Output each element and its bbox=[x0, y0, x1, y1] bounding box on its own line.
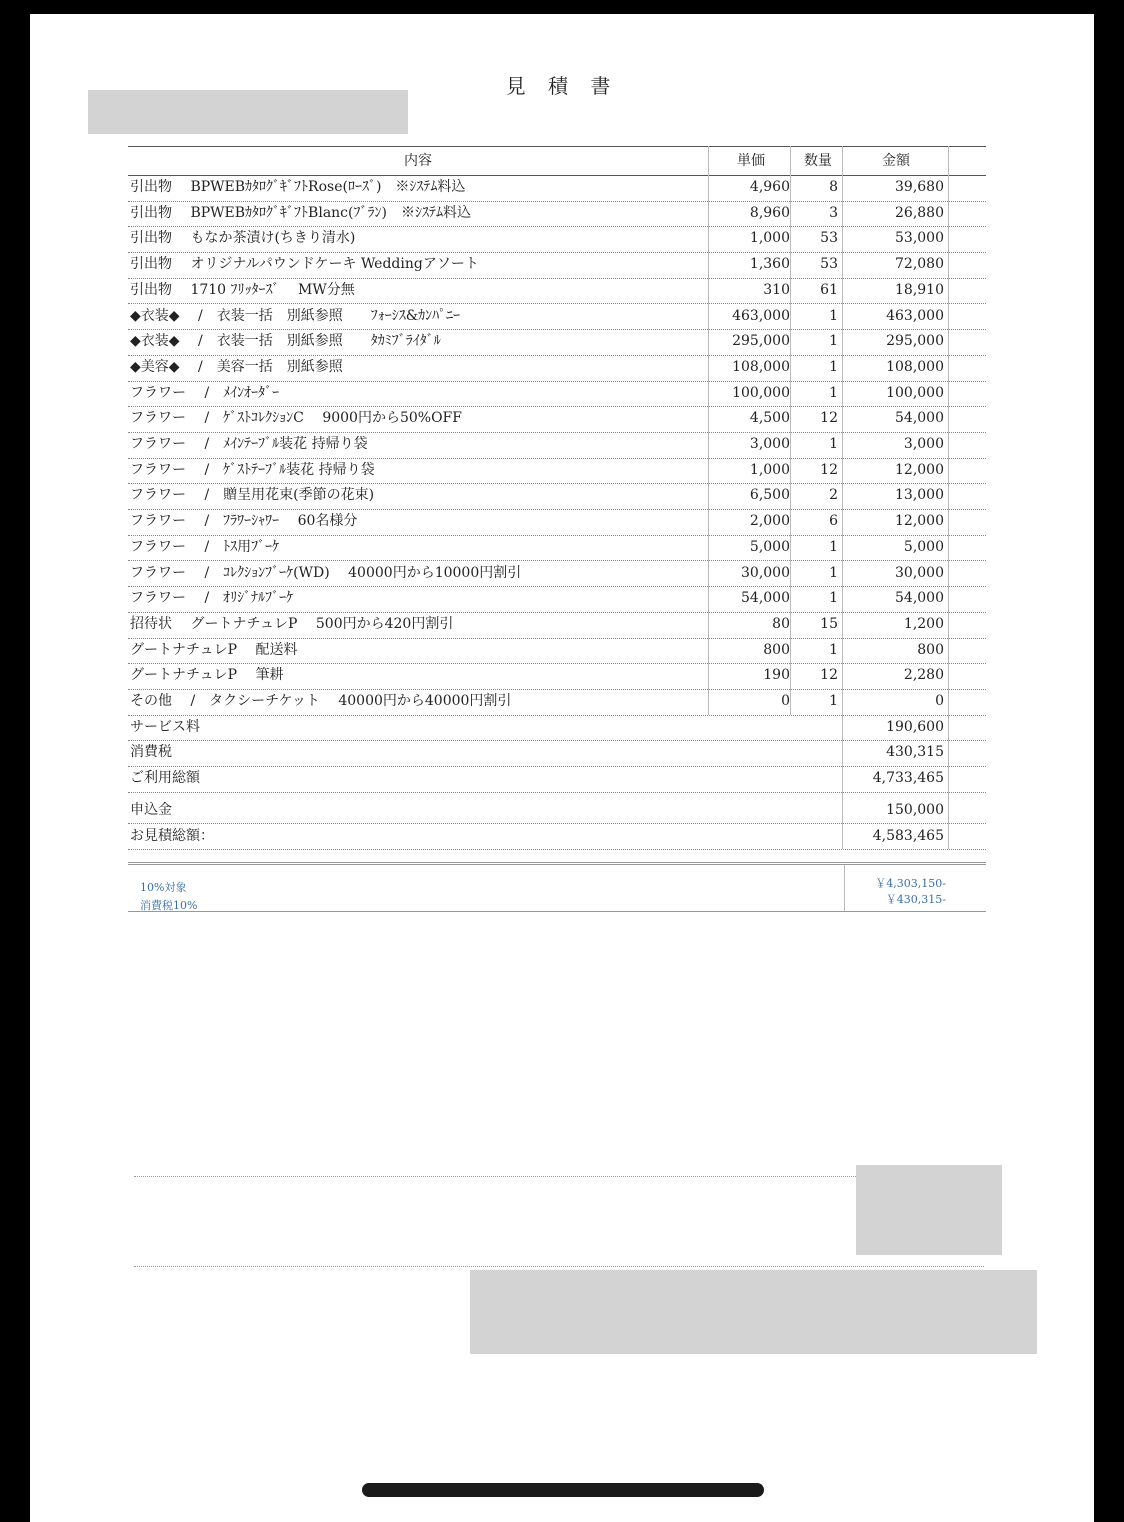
row-unit-price: 2,000 bbox=[749, 513, 790, 530]
row-desc: フラワー / ﾒｲﾝｵｰﾀﾞｰ bbox=[130, 384, 280, 401]
table-row bbox=[128, 329, 986, 356]
table-row bbox=[128, 561, 986, 588]
row-amount: 800 bbox=[917, 641, 944, 658]
row-unit-price: 3,000 bbox=[749, 436, 790, 452]
row-amount: 108,000 bbox=[886, 358, 944, 375]
table-row bbox=[128, 535, 986, 562]
table-row bbox=[128, 406, 986, 433]
row-quantity: 1 bbox=[829, 436, 838, 452]
row-unit-price: 108,000 bbox=[732, 358, 790, 375]
row-quantity: 53 bbox=[820, 256, 838, 273]
header-unit-price: 単価 bbox=[737, 153, 765, 169]
row-desc: 引出物 BPWEBｶﾀﾛｸﾞｷﾞﾌﾄRose(ﾛｰｽﾞ) ※ｼｽﾃﾑ料込 bbox=[130, 179, 466, 195]
row-amount: 1,200 bbox=[903, 615, 944, 632]
row-unit-price: 1,360 bbox=[749, 256, 790, 273]
row-quantity: 1 bbox=[829, 384, 838, 401]
table-row bbox=[128, 432, 986, 459]
row-amount: 2,280 bbox=[903, 667, 944, 684]
row-unit-price: 190 bbox=[763, 667, 790, 684]
header-quantity: 数量 bbox=[804, 153, 832, 169]
row-unit-price: 4,960 bbox=[749, 179, 790, 195]
row-desc: ◆美容◆ / 美容一括 別紙参照 bbox=[130, 358, 343, 375]
row-quantity: 12 bbox=[820, 667, 838, 684]
row-amount: 12,000 bbox=[895, 461, 944, 478]
table-row bbox=[128, 663, 986, 690]
row-desc: フラワー / ｺﾚｸｼｮﾝﾌﾞｰｹ(WD) 40000円から10000円割引 bbox=[130, 564, 522, 581]
row-unit-price: 1,000 bbox=[749, 230, 790, 247]
table-row bbox=[128, 586, 986, 613]
row-amount: 26,880 bbox=[895, 204, 944, 221]
summary-label: サービス料 bbox=[130, 718, 200, 735]
row-unit-price: 310 bbox=[763, 281, 790, 298]
table-row bbox=[128, 612, 986, 639]
row-amount: 30,000 bbox=[895, 564, 944, 581]
row-unit-price: 295,000 bbox=[732, 333, 790, 350]
table-row bbox=[128, 252, 986, 279]
row-desc: 引出物 1710 ﾌﾘｯﾀｰｽﾞ MW分無 bbox=[130, 281, 355, 298]
row-amount: 54,000 bbox=[895, 590, 944, 607]
row-unit-price: 30,000 bbox=[741, 564, 790, 581]
table-row bbox=[128, 355, 986, 382]
tax-value-tax: ￥430,315- bbox=[885, 893, 946, 906]
row-unit-price: 800 bbox=[763, 641, 790, 658]
row-desc: 引出物 もなか茶漬け(ちきり清水) bbox=[130, 230, 356, 247]
row-quantity: 1 bbox=[829, 307, 838, 324]
table-row bbox=[128, 304, 986, 331]
row-desc: グートナチュレP 配送料 bbox=[130, 641, 298, 658]
tax-divider bbox=[844, 865, 845, 911]
row-amount: 463,000 bbox=[886, 307, 944, 324]
row-desc: 招待状 グートナチュレP 500円から420円割引 bbox=[130, 615, 454, 632]
row-quantity: 1 bbox=[829, 641, 838, 658]
signature-line-1 bbox=[134, 1176, 856, 1177]
table-row bbox=[128, 381, 986, 408]
row-quantity: 1 bbox=[829, 333, 838, 350]
signature-line-2 bbox=[134, 1266, 984, 1267]
summary-label: お見積総額： bbox=[130, 827, 214, 844]
row-unit-price: 80 bbox=[772, 615, 790, 632]
row-desc: ◆衣装◆ / 衣装一括 別紙参照 ﾌｫｰｼｽ&ｶﾝﾊﾟﾆｰ bbox=[130, 307, 461, 324]
redacted-block-recipient bbox=[88, 90, 408, 134]
column-divider bbox=[708, 146, 709, 715]
row-amount: 13,000 bbox=[895, 487, 944, 504]
redacted-block-company bbox=[470, 1270, 1037, 1354]
row-quantity: 53 bbox=[820, 230, 838, 247]
row-quantity: 1 bbox=[829, 358, 838, 375]
row-quantity: 2 bbox=[829, 487, 838, 504]
row-amount: 0 bbox=[935, 693, 944, 709]
row-amount: 18,910 bbox=[895, 281, 944, 298]
table-header bbox=[128, 146, 986, 176]
row-desc: フラワー / ﾒｲﾝﾃｰﾌﾞﾙ装花 持帰り袋 bbox=[130, 436, 368, 452]
table-row bbox=[128, 201, 986, 228]
redacted-block-stamp bbox=[856, 1165, 1002, 1255]
row-unit-price: 463,000 bbox=[732, 307, 790, 324]
row-quantity: 61 bbox=[820, 281, 838, 298]
row-quantity: 15 bbox=[820, 615, 838, 632]
row-unit-price: 5,000 bbox=[749, 538, 790, 555]
table-row bbox=[128, 483, 986, 510]
row-desc: グートナチュレP 筆耕 bbox=[130, 667, 284, 684]
summary-row bbox=[128, 766, 986, 793]
row-amount: 39,680 bbox=[895, 179, 944, 195]
summary-row bbox=[128, 824, 986, 851]
row-quantity: 1 bbox=[829, 564, 838, 581]
row-quantity: 1 bbox=[829, 693, 838, 709]
row-desc: その他 / タクシーチケット 40000円から40000円割引 bbox=[130, 693, 512, 709]
row-amount: 5,000 bbox=[903, 538, 944, 555]
row-unit-price: 54,000 bbox=[741, 590, 790, 607]
row-quantity: 12 bbox=[820, 410, 838, 427]
row-desc: フラワー / 贈呈用花束(季節の花束) bbox=[130, 487, 375, 504]
header-amount: 金額 bbox=[882, 153, 910, 169]
summary-amount: 150,000 bbox=[886, 801, 944, 818]
summary-row bbox=[128, 715, 986, 742]
column-divider bbox=[842, 146, 843, 849]
column-divider bbox=[790, 146, 791, 715]
table-row bbox=[128, 458, 986, 485]
row-unit-price: 8,960 bbox=[749, 204, 790, 221]
row-unit-price: 100,000 bbox=[732, 384, 790, 401]
table-row bbox=[128, 689, 986, 716]
summary-amount: 4,583,465 bbox=[872, 827, 944, 844]
row-quantity: 8 bbox=[829, 179, 838, 195]
row-amount: 295,000 bbox=[886, 333, 944, 350]
row-desc: フラワー / ｹﾞｽﾄﾃｰﾌﾞﾙ装花 持帰り袋 bbox=[130, 461, 375, 478]
column-divider bbox=[948, 146, 949, 849]
document-title: 見 積 書 bbox=[505, 74, 619, 98]
summary-amount: 430,315 bbox=[886, 744, 944, 761]
row-desc: 引出物 オリジナルパウンドケーキ Weddingアソート bbox=[130, 256, 479, 273]
summary-label: 消費税 bbox=[130, 744, 172, 761]
table-row bbox=[128, 638, 986, 665]
home-indicator[interactable] bbox=[362, 1483, 764, 1497]
row-amount: 53,000 bbox=[895, 230, 944, 247]
row-unit-price: 1,000 bbox=[749, 461, 790, 478]
row-amount: 100,000 bbox=[886, 384, 944, 401]
table-row bbox=[128, 226, 986, 253]
row-desc: フラワー / ｹﾞｽﾄｺﾚｸｼｮﾝC 9000円から50%OFF bbox=[130, 410, 462, 427]
row-unit-price: 0 bbox=[781, 693, 790, 709]
row-amount: 12,000 bbox=[895, 513, 944, 530]
row-desc: 引出物 BPWEBｶﾀﾛｸﾞｷﾞﾌﾄBlanc(ﾌﾞﾗﾝ) ※ｼｽﾃﾑ料込 bbox=[130, 204, 471, 221]
tax-label-taxable: 10%対象 bbox=[140, 881, 187, 894]
tax-value-taxable: ￥4,303,150- bbox=[875, 877, 946, 890]
tax-label-tax: 消費税10% bbox=[140, 899, 198, 912]
summary-row bbox=[128, 798, 986, 825]
summary-amount: 4,733,465 bbox=[872, 770, 944, 787]
table-row bbox=[128, 278, 986, 305]
row-amount: 54,000 bbox=[895, 410, 944, 427]
row-quantity: 1 bbox=[829, 590, 838, 607]
row-quantity: 6 bbox=[829, 513, 838, 530]
row-amount: 3,000 bbox=[903, 436, 944, 452]
row-quantity: 12 bbox=[820, 461, 838, 478]
tax-breakdown bbox=[128, 862, 986, 912]
row-desc: フラワー / ﾌﾗﾜｰｼｬﾜｰ 60名様分 bbox=[130, 513, 358, 530]
header-desc: 内容 bbox=[404, 153, 432, 169]
summary-amount: 190,600 bbox=[886, 718, 944, 735]
row-unit-price: 6,500 bbox=[749, 487, 790, 504]
table-row bbox=[128, 509, 986, 536]
row-desc: フラワー / ﾄｽ用ﾌﾞｰｹ bbox=[130, 538, 280, 555]
row-unit-price: 4,500 bbox=[749, 410, 790, 427]
row-quantity: 1 bbox=[829, 538, 838, 555]
summary-label: 申込金 bbox=[130, 801, 172, 818]
row-desc: フラワー / ｵﾘｼﾞﾅﾙﾌﾞｰｹ bbox=[130, 590, 294, 607]
summary-label: ご利用総額 bbox=[130, 770, 200, 787]
row-desc: ◆衣装◆ / 衣装一括 別紙参照 ﾀｶﾐﾌﾞﾗｲﾀﾞﾙ bbox=[130, 333, 441, 350]
summary-row bbox=[128, 740, 986, 767]
row-quantity: 3 bbox=[829, 204, 838, 221]
table-row bbox=[128, 175, 986, 202]
row-amount: 72,080 bbox=[895, 256, 944, 273]
